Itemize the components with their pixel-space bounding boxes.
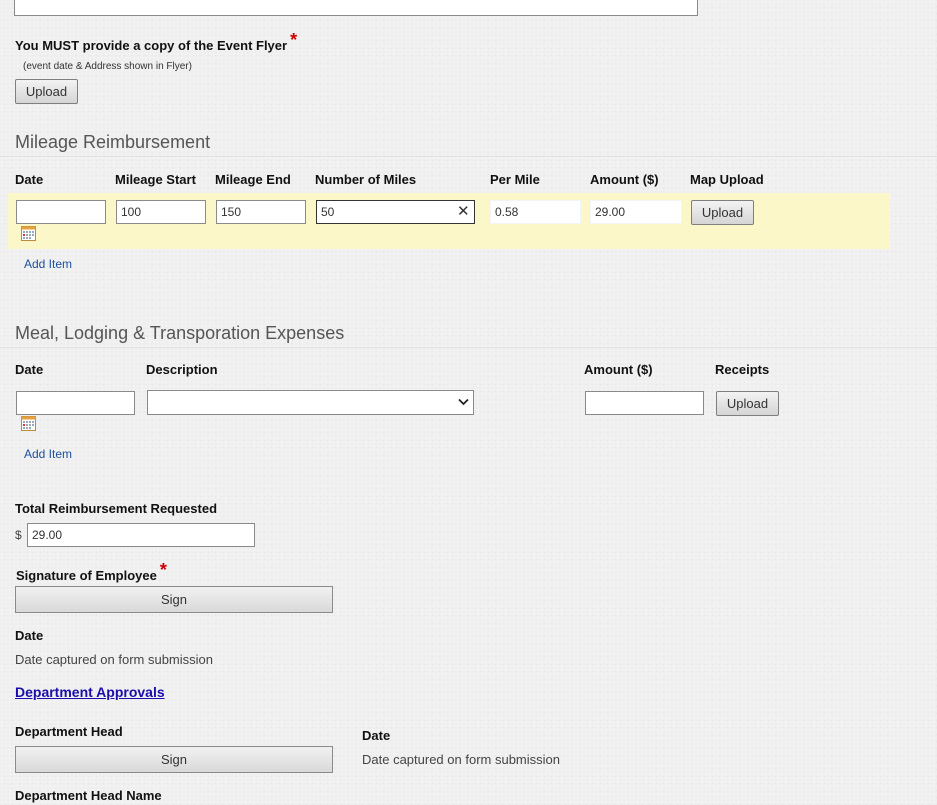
signature-date-label: Date — [15, 628, 44, 643]
department-date-note: Date captured on form submission — [362, 752, 560, 767]
department-approvals-link[interactable]: Department Approvals — [15, 684, 165, 700]
calendar-icon[interactable] — [21, 416, 36, 431]
expense-amount-input[interactable] — [585, 391, 704, 415]
department-head-label: Department Head — [15, 724, 123, 739]
previous-textarea[interactable] — [14, 0, 698, 16]
receipts-upload-button[interactable]: Upload — [716, 391, 779, 416]
section-divider — [0, 156, 937, 157]
expenses-header-description: Description — [146, 362, 218, 377]
total-input — [27, 523, 255, 547]
mileage-amount-input — [590, 200, 682, 224]
mileage-header-start: Mileage Start — [115, 172, 196, 187]
mileage-header-end: Mileage End — [215, 172, 291, 187]
event-flyer-label: You MUST provide a copy of the Event Flyer * — [15, 30, 298, 53]
department-head-sign-button[interactable]: Sign — [15, 746, 333, 773]
department-date-label: Date — [362, 728, 391, 743]
mileage-add-item-link[interactable]: Add Item — [24, 257, 73, 271]
currency-symbol: $ — [15, 528, 22, 542]
per-mile-input — [490, 200, 581, 224]
clear-icon[interactable]: ✕ — [457, 203, 470, 220]
mileage-start-input[interactable] — [116, 200, 206, 224]
mileage-header-miles: Number of Miles — [315, 172, 417, 187]
flyer-upload-button[interactable]: Upload — [15, 79, 78, 104]
calendar-icon[interactable] — [21, 226, 36, 241]
mileage-header-date: Date — [15, 172, 44, 187]
expenses-header-date: Date — [15, 362, 44, 377]
total-label: Total Reimbursement Requested — [15, 501, 218, 516]
number-of-miles-input[interactable] — [316, 200, 475, 224]
signature-label: Signature of Employee * — [16, 560, 167, 583]
chevron-down-icon — [458, 398, 469, 406]
expense-date-input[interactable] — [16, 391, 135, 415]
expenses-header-amount: Amount ($) — [584, 362, 653, 377]
employee-sign-button[interactable]: Sign — [15, 586, 333, 613]
map-upload-button[interactable]: Upload — [691, 200, 754, 225]
event-flyer-note: (event date & Address shown in Flyer) — [23, 61, 192, 72]
mileage-header-amount: Amount ($) — [590, 172, 659, 187]
signature-date-note: Date captured on form submission — [15, 652, 213, 667]
mileage-header-per-mile: Per Mile — [490, 172, 540, 187]
required-marker: * — [159, 560, 167, 580]
expenses-header-receipts: Receipts — [715, 362, 770, 377]
section-divider — [0, 347, 937, 348]
expenses-add-item-link[interactable]: Add Item — [24, 447, 73, 461]
mileage-end-input[interactable] — [216, 200, 306, 224]
description-select[interactable] — [147, 390, 474, 415]
expenses-section-title: Meal, Lodging & Transporation Expenses — [15, 323, 345, 343]
mileage-header-map: Map Upload — [690, 172, 764, 187]
department-head-name-label: Department Head Name — [15, 788, 162, 803]
mileage-section-title: Mileage Reimbursement — [15, 132, 211, 152]
required-marker: * — [290, 30, 298, 50]
mileage-date-input[interactable] — [16, 200, 106, 224]
